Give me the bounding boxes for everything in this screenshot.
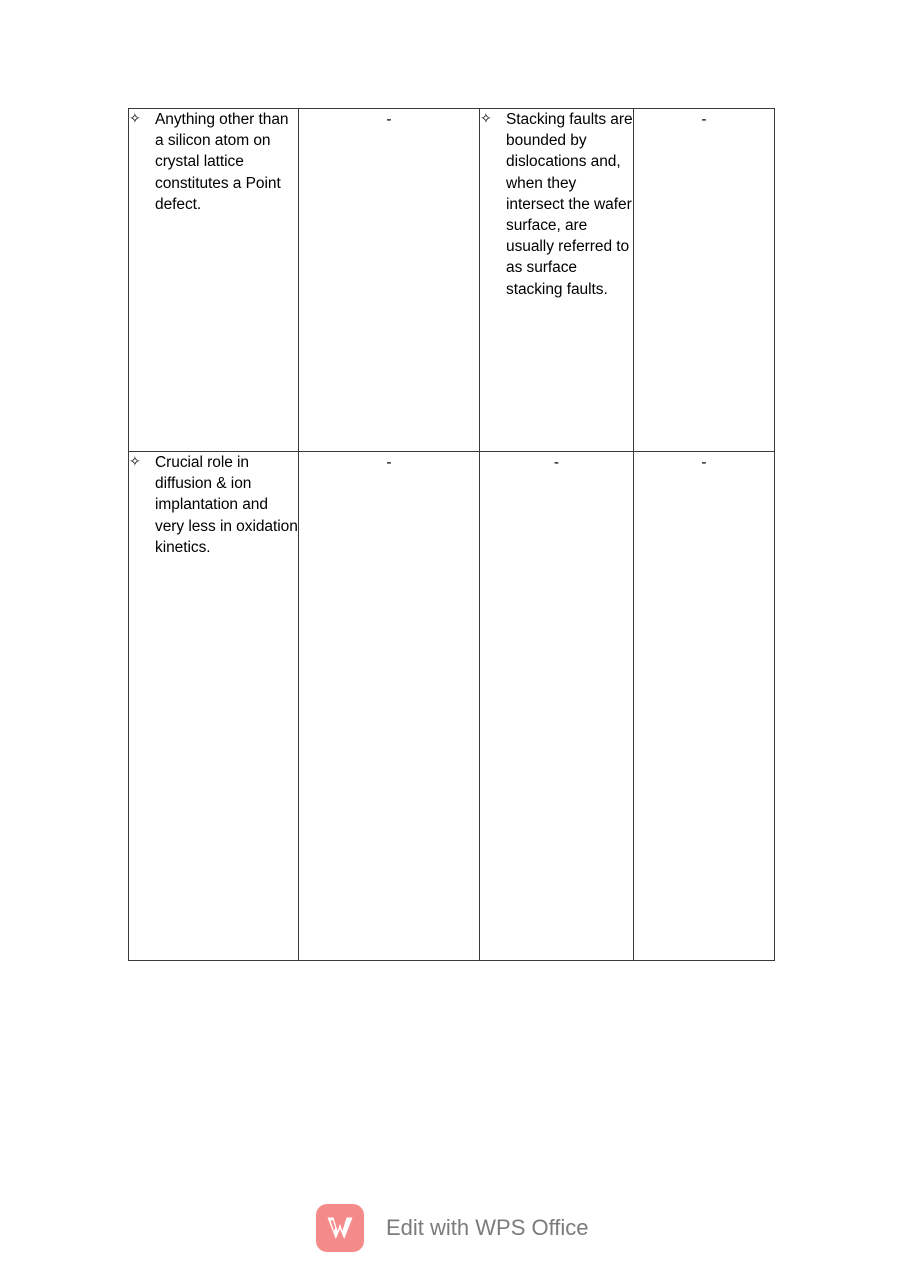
dash-placeholder: - bbox=[701, 454, 707, 471]
table-cell-r2c3 bbox=[480, 452, 634, 961]
wps-watermark-label: Edit with WPS Office bbox=[386, 1215, 589, 1240]
content-table bbox=[128, 108, 775, 961]
table-row bbox=[129, 452, 775, 961]
cell-text: Stacking faults are bounded by dislocations and, when they intersect the wafer surface, are usually referred to as surface stacking faults. bbox=[506, 111, 633, 298]
dash-placeholder: - bbox=[386, 111, 392, 128]
star-bullet-icon: ✧ bbox=[129, 111, 141, 127]
star-bullet-icon: ✧ bbox=[480, 111, 492, 127]
table-cell-r1c1 bbox=[129, 109, 299, 452]
dash-placeholder: - bbox=[701, 111, 707, 128]
table-cell-r1c4 bbox=[634, 109, 775, 452]
cell-text: Anything other than a silicon atom on crystal lattice constitutes a Point defect. bbox=[155, 111, 289, 213]
table-cell-r2c4 bbox=[634, 452, 775, 961]
wps-logo-icon bbox=[316, 1204, 364, 1252]
table-cell-r2c1 bbox=[129, 452, 299, 961]
star-bullet-icon: ✧ bbox=[129, 454, 141, 470]
wps-office-watermark[interactable] bbox=[316, 1204, 589, 1252]
dash-placeholder: - bbox=[553, 454, 560, 471]
cell-text: Crucial role in diffusion & ion implantation and very less in oxidation kinetics. bbox=[155, 454, 298, 556]
table-cell-r1c2 bbox=[299, 109, 480, 452]
table-cell-r1c3 bbox=[480, 109, 634, 452]
bullet-item bbox=[129, 452, 298, 558]
table-row bbox=[129, 109, 775, 452]
dash-placeholder: - bbox=[386, 454, 392, 471]
table-cell-r2c2 bbox=[299, 452, 480, 961]
bullet-item bbox=[129, 109, 298, 215]
bullet-item bbox=[480, 109, 633, 300]
